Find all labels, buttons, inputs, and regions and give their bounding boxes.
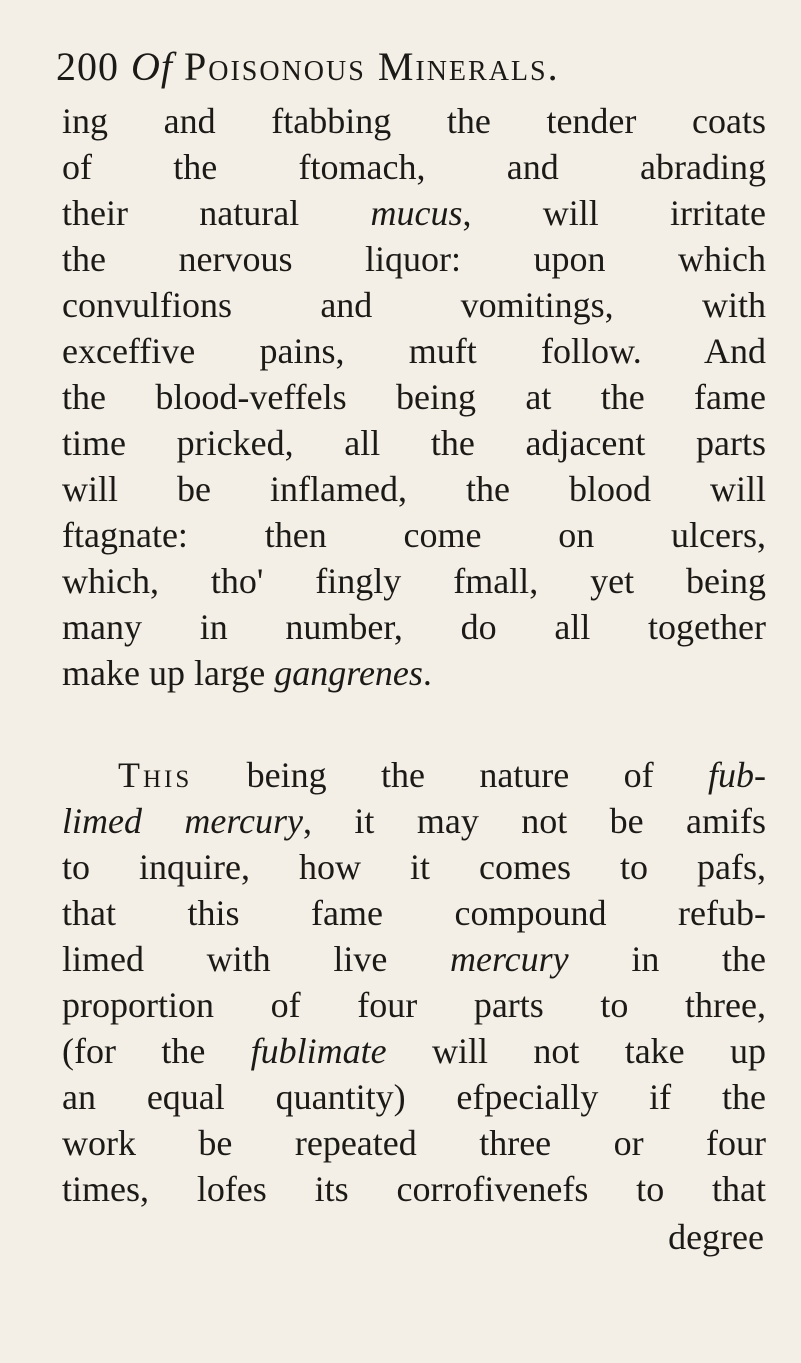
text-line: will be inflamed, the blood will	[62, 469, 766, 509]
text-line: of the ftomach, and abrading	[62, 147, 766, 187]
header-preposition: Of	[131, 44, 173, 89]
text-line: to inquire, how it comes to pafs,	[62, 847, 766, 887]
paragraph-lead-word: This	[118, 755, 193, 795]
text-line: convulfions and vomitings, with	[62, 285, 766, 325]
text-line: time pricked, all the adjacent parts	[62, 423, 766, 463]
text-line: limed mercury, it may not be amifs	[62, 801, 766, 841]
text-line: exceffive pains, muft follow. And	[62, 331, 766, 371]
header-title: Poisonous Minerals.	[184, 44, 560, 89]
text-line: ftagnate: then come on ulcers,	[62, 515, 766, 555]
text-line: make up large gangrenes.	[62, 653, 432, 693]
text-line: This being the nature of fub-	[118, 755, 766, 795]
text-line: the nervous liquor: upon which	[62, 239, 766, 279]
text-line: the blood-veffels being at the fame	[62, 377, 766, 417]
text-line: which, tho' fingly fmall, yet being	[62, 561, 766, 601]
text-line: that this fame compound refub-	[62, 893, 766, 933]
text-line: limed with live mercury in the	[62, 939, 767, 979]
text-line: (for the fublimate will not take up	[62, 1031, 767, 1071]
text-line: an equal quantity) efpecially if the	[62, 1077, 766, 1117]
text-line: their natural mucus, will irritate	[62, 193, 766, 233]
running-header	[56, 42, 756, 92]
page-number: 200	[56, 44, 119, 89]
text-line: proportion of four parts to three,	[62, 985, 766, 1025]
text-line: many in number, do all together	[62, 607, 766, 647]
text-line: work be repeated three or four	[62, 1123, 766, 1163]
text-line: times, lofes its corrofivenefs to that	[62, 1169, 766, 1209]
catchword: degree	[668, 1217, 764, 1257]
text-line: ing and ftabbing the tender coats	[62, 101, 766, 141]
